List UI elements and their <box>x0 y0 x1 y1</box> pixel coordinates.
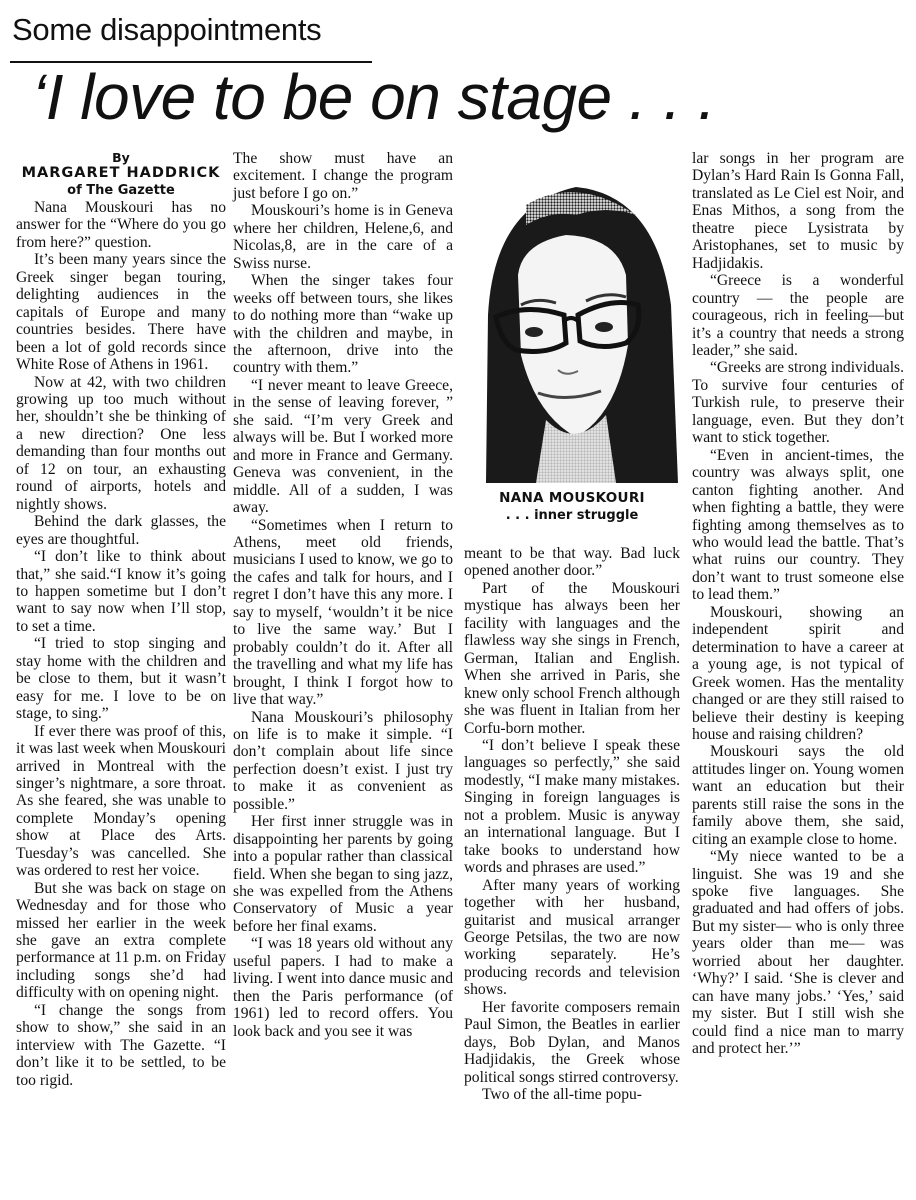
paragraph: Nana Mouskouri’s philosophy on life is to make it simple. “I don’t complain about life since perfection doesn’t exist. I just try to make it as convenient as possible.” <box>233 708 453 813</box>
paragraph: “Greeks are strong individuals. To survive four centuries of Turkish rule, to preserve their language, even. But they don’t want to stick together. <box>692 359 905 447</box>
paragraph: “I tried to stop singing and stay home with the children and be close to them, but it wasn’t easy for me. I love to be on stage, to sing.” <box>16 635 226 723</box>
paragraph: Her first inner struggle was in disappointing her parents by going into a popular rather than classical field. When she began to sing jazz, she was expelled from the Athens Conservatory of Music a year before her final exams. <box>233 813 453 935</box>
paragraph: “I don’t like to think about that,” she said.“I know it’s going to happen sometime but I don’t want to say now when I’ll stop, to set a time. <box>16 548 226 635</box>
paragraph: “Greece is a wonderful country — the people are courageous, rich in feeling—but it’s a country that needs a strong leader,” she said. <box>692 272 904 359</box>
portrait-icon <box>466 165 680 483</box>
paragraph: The show must have an excitement. I change the program just before I go on.” <box>233 150 453 202</box>
paragraph: Behind the dark glasses, the eyes are thoughtful. <box>16 513 226 548</box>
portrait-photo <box>466 165 680 483</box>
caption-name: NANA MOUSKOURI <box>499 490 645 506</box>
paragraph: But she was back on stage on Wednesday and for those who missed her earlier in the week she gave an extra complete performance at 11 p.m. on Friday including songs she’d had difficulty with on opening night. <box>16 879 226 1002</box>
caption-subtitle: . . . inner struggle <box>505 508 639 523</box>
paragraph: “I don’t believe I speak these languages so perfectly,” she said modestly, “I make many mistakes. Singing in foreign languages is not a problem. Music is anyway an international language. But I take books to understand how words and phrases are used.” <box>464 736 680 877</box>
paragraph: “My niece wanted to be a linguist. She was 19 and she spoke five languages. She graduated and had offers of jobs. But my sister— who is only three years older than me— was worried about her daughter. ‘Why?’ I said. ‘She is clever and can have many jobs.’ ‘Yes,’ said my sister. But I still wish she could find a nice man to marry and protect her.’” <box>692 848 904 1058</box>
byline-by: By <box>112 150 130 165</box>
article-column-1 <box>16 150 226 1089</box>
article-column-3 <box>464 545 680 1104</box>
paragraph: “I never meant to leave Greece, in the sense of leaving forever, ” she said. “I’m very Greek and always will be. But I worked more and more in France and Germany. Geneva was convenient, in the middle. All of a sudden, I was away. <box>233 376 453 517</box>
paragraph: meant to be that way. Bad luck opened another door.” <box>464 545 680 580</box>
byline <box>16 150 226 199</box>
paragraph: If ever there was proof of this, it was last week when Mouskouri arrived in Montreal with the singer’s nightmare, a sore throat. As she feared, she was unable to complete Monday’s opening show at Place des Arts. Tuesday’s was cancelled. She was ordered to rest her voice. <box>16 722 226 880</box>
paragraph: lar songs in her program are Dylan’s Hard Rain Is Gonna Fall, translated as Le Ciel est Noir, and Enas Mithos, a song from the theatre piece Lysistrata by Aristophanes, set to music by Hadjidakis. <box>692 150 904 272</box>
paragraph: When the singer takes four weeks off between tours, she likes to do nothing more than “wake up with the children and maybe, in the afternoon, drive into the country with them.” <box>233 272 453 377</box>
byline-author: MARGARET HADDRICK <box>21 165 221 181</box>
paragraph: Mouskouri’s home is in Geneva where her children, Helene,6, and Nicolas,8, are in the care of a Swiss nurse. <box>233 202 453 272</box>
byline-organization: of The Gazette <box>67 183 175 198</box>
paragraph: “Even in ancient-times, the country was always split, one canton fighting another. And when fighting a battle, they were fighting among themselves as to who would lead the battle. That’s what ruins our country. They don’t want to trust someone else to lead them.” <box>692 446 904 604</box>
paragraph: After many years of working together with her husband, guitarist and musical arranger George Petsilas, the two are now working separately. He’s producing records and television shows. <box>464 876 680 999</box>
paragraph: It’s been many years since the Greek singer began touring, delighting audiences in the capitals of Europe and many countries besides. There have been a lot of gold records since White Rose of Athens in 1961. <box>16 251 226 374</box>
paragraph: “I change the songs from show to show,” she said in an interview with The Gazette. “I don’t like it to be settled, to be too rigid. <box>16 1001 226 1089</box>
paragraph: Part of the Mouskouri mystique has always been her facility with languages and the flawless way she sings in French, German, Italian and English. When she arrived in Paris, she knew only school French although she was fluent in Italian from her Corfu-born mother. <box>464 579 680 737</box>
paragraph: Mouskouri says the old attitudes linger on. Young women want an education but their parents still raise the sons in the family above them, she said, citing an example close to home. <box>692 743 904 848</box>
paragraph: “Sometimes when I return to Athens, meet old friends, musicians I used to know, we go to the cafes and talk for hours, and I regret I don’t have this any more. I say to myself, ‘wouldn’t it be nice to live the same way.’ But I probably couldn’t do it. After all the travelling and what my life has brought, I think I forgot how to live that way.” <box>233 516 453 709</box>
paragraph: Her favorite composers remain Paul Simon, the Beatles in earlier days, Bob Dylan, and Manos Hadjidakis, the Greek whose political songs stirred controversy. <box>464 998 680 1086</box>
section-kicker: Some disappointments <box>12 12 322 47</box>
photo-caption <box>464 490 680 524</box>
article-column-4 <box>692 150 904 1058</box>
paragraph: Nana Mouskouri has no answer for the “Where do you go from here?” question. <box>16 199 226 251</box>
paragraph: Two of the all-time popu- <box>482 1086 643 1104</box>
paragraph: Mouskouri, showing an independent spirit and determination to have a career at a young age, is not typical of Greek women. Has the mentality changed or are they still raised to believe their destiny is keeping house and raising children? <box>692 603 904 743</box>
paragraph: “I was 18 years old without any useful papers. I had to make a living. I went into dance music and then the Paris performance (of 1961) led to record offers. You look back and you see it was <box>233 935 453 1040</box>
paragraph: Now at 42, with two children growing up too much without her, shouldn’t she be thinking of a new direction? One less demanding than four months out of 12 on tour, an exhausting round of airports, hotels and nightly shows. <box>16 373 226 513</box>
headline: ‘I love to be on stage . . . <box>32 61 716 133</box>
article-column-2 <box>233 150 453 1040</box>
